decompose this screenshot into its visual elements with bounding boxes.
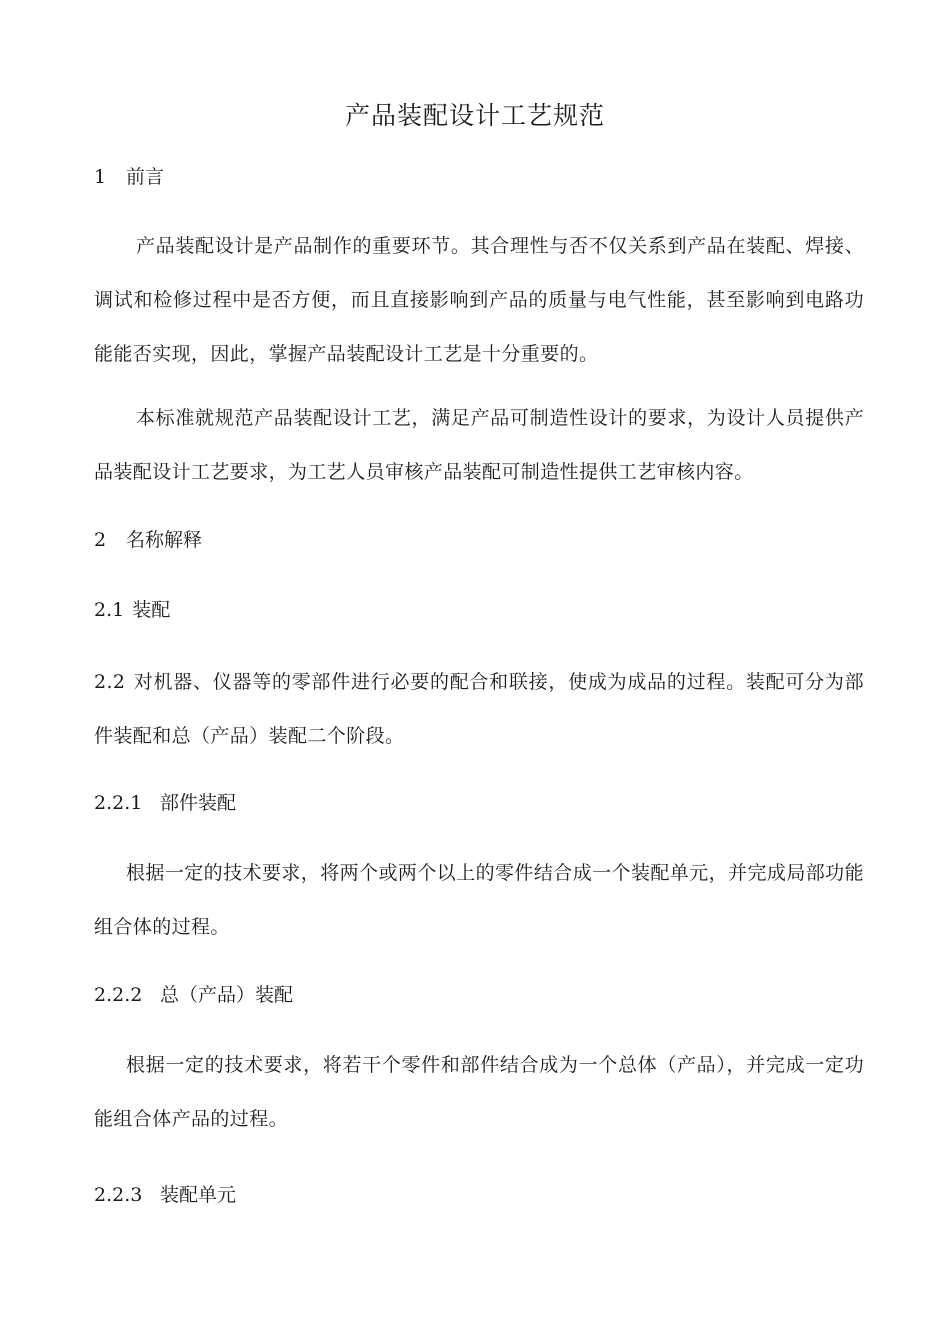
section-title: 装配单元	[160, 1184, 237, 1206]
section-2-2-3-heading	[94, 1181, 236, 1209]
section-title: 名称解释	[126, 529, 203, 551]
paragraph-2-2-1: 根据一定的技术要求，将两个或两个以上的零件结合成一个装配单元，并完成局部功能组合体的过程。	[94, 862, 864, 938]
paragraph-2-2-2: 根据一定的技术要求，将若干个零件和部件结合成为一个总体（产品），并完成一定功能组合体产品的过程。	[94, 1054, 864, 1130]
section-title: 前言	[126, 166, 165, 188]
document-title: 产品装配设计工艺规范	[344, 101, 605, 130]
section-number: 2.2.3	[94, 1184, 143, 1206]
paragraph-2-2	[94, 655, 864, 763]
section-number: 2.2	[94, 671, 126, 693]
section-2-1-heading	[94, 596, 170, 624]
section-title: 部件装配	[160, 792, 237, 814]
section-number: 1	[94, 166, 107, 188]
section-2-2-2-heading	[94, 981, 293, 1009]
section-2-heading	[94, 526, 202, 554]
section-number: 2	[94, 529, 107, 551]
section-title: 总（产品）装配	[160, 984, 294, 1006]
section-number: 2.2.1	[94, 792, 143, 814]
section-2-2-1-heading	[94, 789, 236, 817]
section-number: 2.2.2	[94, 984, 143, 1006]
paragraph-intro-1: 产品装配设计是产品制作的重要环节。其合理性与否不仅关系到产品在装配、焊接、调试和检修过程中是否方便，而且直接影响到产品的质量与电气性能，甚至影响到电路功能能否实现，因此，掌握产品装配设计工艺是十分重要的。	[94, 235, 864, 365]
paragraph-intro-2: 本标准就规范产品装配设计工艺，满足产品可制造性设计的要求，为设计人员提供产品装配设计工艺要求，为工艺人员审核产品装配可制造性提供工艺审核内容。	[94, 407, 864, 483]
section-1-heading	[94, 163, 164, 191]
paragraph-text: 对机器、仪器等的零部件进行必要的配合和联接，使成为成品的过程。装配可分为部件装配和总（产品）装配二个阶段。	[94, 671, 864, 747]
section-number: 2.1	[94, 599, 125, 621]
section-title: 装配	[132, 599, 171, 621]
